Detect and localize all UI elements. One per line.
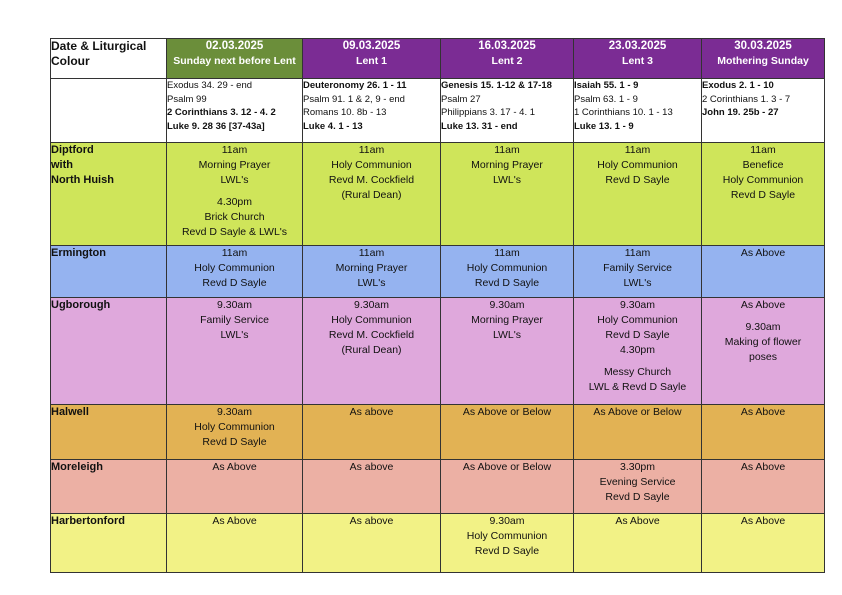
service-line: As Above <box>740 461 786 473</box>
parish-name <box>51 246 167 298</box>
service-line: Revd D Sayle <box>605 174 670 186</box>
reading-line: Isaiah 55. 1 - 9 <box>574 80 639 91</box>
service-line: Revd D Sayle <box>605 491 670 503</box>
sunday-name: Mothering Sunday <box>717 55 809 67</box>
parish-name-line: Diptford <box>51 144 94 156</box>
service-line: Revd D Sayle <box>605 329 670 341</box>
service-cell <box>167 143 303 246</box>
service-line: Brick Church <box>204 211 265 223</box>
service-line: 9.30am <box>489 515 525 527</box>
parish-name <box>51 298 167 405</box>
parish-name <box>51 514 167 573</box>
service-cell <box>303 514 441 573</box>
service-line: Morning Prayer <box>471 314 543 326</box>
service-line: Holy Communion <box>466 262 548 274</box>
service-line: 11am <box>750 144 776 156</box>
service-cell <box>441 405 574 460</box>
parish-name-line: with <box>51 159 73 171</box>
service-line: 11am <box>221 144 248 156</box>
service-line: 9.30am <box>353 299 390 311</box>
service-line: Holy Communion <box>722 174 804 186</box>
reading-line: Luke 9. 28 36 [37-43a] <box>167 120 265 132</box>
service-line: As Above <box>212 515 257 527</box>
service-line: Family Service <box>200 314 269 326</box>
service-line: As Above <box>740 406 786 418</box>
readings-cell <box>303 79 441 143</box>
service-line: As Above <box>615 515 660 527</box>
service-date: 09.03.2025 <box>342 40 401 52</box>
service-cell <box>702 514 825 573</box>
service-line: 11am <box>221 247 248 259</box>
service-line: Morning Prayer <box>335 262 408 274</box>
service-line: 11am <box>624 247 651 259</box>
service-line: 9.30am <box>619 299 656 311</box>
reading-line: Romans 10. 8b - 13 <box>303 107 387 118</box>
service-line: Revd D Sayle & LWL's <box>181 226 288 238</box>
parish-name <box>51 143 167 246</box>
parish-row <box>51 514 825 573</box>
service-cell <box>574 246 702 298</box>
service-line: Holy Communion <box>331 314 412 326</box>
service-line: LWL's <box>220 174 249 186</box>
service-line: As above <box>349 406 394 418</box>
readings-row <box>51 79 825 143</box>
service-line: Revd D Sayle <box>202 277 267 289</box>
corner-label <box>51 39 167 79</box>
service-cell <box>441 246 574 298</box>
service-date: 30.03.2025 <box>734 40 792 52</box>
service-date: 23.03.2025 <box>608 40 667 52</box>
service-line: 11am <box>358 144 385 156</box>
block-spacer <box>167 188 302 195</box>
parish-row <box>51 246 825 298</box>
reading-line: Exodus 2. 1 - 10 <box>702 80 774 91</box>
service-line: Holy Communion <box>194 262 275 274</box>
parish-name-line: Harbertonford <box>51 515 125 527</box>
service-line: Holy Communion <box>597 159 678 171</box>
sunday-name: Lent 1 <box>356 55 387 67</box>
service-cell <box>574 405 702 460</box>
parish-row <box>51 298 825 405</box>
reading-line: John 19. 25b - 27 <box>702 107 779 118</box>
service-cell <box>303 246 441 298</box>
reading-line: Luke 13. 31 - end <box>441 120 518 132</box>
corner-label-line: Colour <box>51 54 90 68</box>
service-line: Holy Communion <box>194 421 275 433</box>
reading-line: 2 Corinthians 1. 3 - 7 <box>702 93 791 105</box>
parish-name-line: North Huish <box>51 174 114 186</box>
date-header-cell <box>441 39 574 79</box>
service-cell <box>702 298 825 405</box>
service-cell <box>441 143 574 246</box>
service-line: Evening Service <box>599 476 676 488</box>
reading-line: Psalm 99 <box>167 93 207 105</box>
date-header-cell <box>702 39 825 79</box>
service-line: Benefice <box>742 159 784 171</box>
sunday-name: Lent 3 <box>622 55 653 67</box>
service-line: (Rural Dean) <box>341 344 402 356</box>
service-cell <box>574 460 702 514</box>
service-line: 11am <box>624 144 651 156</box>
date-header-cell <box>167 39 303 79</box>
date-header-cell <box>303 39 441 79</box>
service-cell <box>574 514 702 573</box>
service-line: 9.30am <box>216 299 253 311</box>
parish-name <box>51 460 167 514</box>
service-line: 11am <box>358 247 385 259</box>
service-line: Holy Communion <box>597 314 678 326</box>
header-row <box>51 39 825 79</box>
reading-line: 1 Corinthians 10. 1 - 13 <box>574 107 673 118</box>
service-cell <box>167 460 303 514</box>
service-line: LWL's <box>357 277 386 289</box>
service-line: 11am <box>494 144 520 156</box>
service-cell <box>441 514 574 573</box>
service-line: Revd M. Cockfield <box>328 329 415 341</box>
readings-row-label <box>51 79 167 143</box>
readings-cell <box>441 79 574 143</box>
service-line: LWL's <box>623 277 652 289</box>
service-line: Morning Prayer <box>198 159 271 171</box>
service-cell <box>167 246 303 298</box>
service-line: As Above <box>212 461 257 473</box>
service-line: LWL's <box>220 329 249 341</box>
parish-name-line: Ugborough <box>51 299 111 311</box>
service-cell <box>167 514 303 573</box>
service-line: Revd D Sayle <box>474 277 540 289</box>
service-line: 9.30am <box>216 406 253 418</box>
service-cell <box>702 460 825 514</box>
reading-line: Luke 13. 1 - 9 <box>574 120 634 132</box>
parish-name-line: Ermington <box>51 247 106 259</box>
service-line: Morning Prayer <box>471 159 543 171</box>
reading-line: Exodus 34. 29 - end <box>167 80 253 91</box>
corner-label-line: Date & Liturgical <box>51 39 147 53</box>
reading-line: Deuteronomy 26. 1 - 11 <box>303 80 407 91</box>
block-spacer <box>574 358 701 365</box>
service-line: 4.30pm <box>619 344 656 356</box>
service-cell <box>303 143 441 246</box>
service-cell <box>167 405 303 460</box>
service-line: Messy Church <box>603 366 672 378</box>
reading-line: Philippians 3. 17 - 4. 1 <box>441 107 536 118</box>
service-line: As Above <box>740 515 786 527</box>
sunday-name: Sunday next before Lent <box>173 55 296 67</box>
service-line: Revd D Sayle <box>730 189 796 201</box>
service-line: poses <box>748 351 778 363</box>
service-line: As Above <box>740 247 786 259</box>
reading-line: Psalm 91. 1 & 2, 9 - end <box>303 93 405 105</box>
parish-name-line: Halwell <box>51 406 89 418</box>
sunday-name: Lent 2 <box>491 55 523 67</box>
block-spacer <box>702 313 824 320</box>
service-cell <box>574 143 702 246</box>
service-cell <box>441 298 574 405</box>
service-line: LWL & Revd D Sayle <box>588 381 687 393</box>
service-line: Making of flower <box>724 336 802 348</box>
readings-cell <box>702 79 825 143</box>
service-line: Holy Communion <box>331 159 412 171</box>
service-cell <box>167 298 303 405</box>
service-cell <box>574 298 702 405</box>
service-line: 9.30am <box>745 321 781 333</box>
service-rota-table <box>50 38 825 573</box>
service-line: 9.30am <box>489 299 525 311</box>
service-line: 11am <box>494 247 520 259</box>
service-line: LWL's <box>492 329 522 341</box>
service-line: As Above or Below <box>462 406 552 418</box>
service-date: 02.03.2025 <box>205 40 264 52</box>
service-line: As Above <box>740 299 786 311</box>
readings-cell <box>167 79 303 143</box>
service-line: Revd D Sayle <box>202 436 267 448</box>
service-line: As above <box>349 461 394 473</box>
service-cell <box>702 405 825 460</box>
parish-row <box>51 460 825 514</box>
service-line: LWL's <box>492 174 522 186</box>
reading-line: Genesis 15. 1-12 & 17-18 <box>441 80 552 91</box>
parish-row <box>51 405 825 460</box>
service-date: 16.03.2025 <box>478 40 536 52</box>
service-cell <box>702 143 825 246</box>
service-cell <box>303 298 441 405</box>
reading-line: Psalm 63. 1 - 9 <box>574 93 638 105</box>
service-cell <box>303 460 441 514</box>
service-line: As Above or Below <box>462 461 552 473</box>
service-line: 3.30pm <box>619 461 656 473</box>
parish-row <box>51 143 825 246</box>
reading-line: 2 Corinthians 3. 12 - 4. 2 <box>167 107 276 118</box>
service-line: (Rural Dean) <box>341 189 402 201</box>
reading-line: Luke 4. 1 - 13 <box>303 120 363 132</box>
service-cell <box>303 405 441 460</box>
service-line: Revd D Sayle <box>474 545 540 557</box>
readings-cell <box>574 79 702 143</box>
date-header-cell <box>574 39 702 79</box>
service-cell <box>702 246 825 298</box>
reading-line: Psalm 27 <box>441 93 481 105</box>
service-cell <box>441 460 574 514</box>
service-line: As Above or Below <box>593 406 682 418</box>
service-line: As above <box>349 515 394 527</box>
service-line: Revd M. Cockfield <box>328 174 415 186</box>
parish-name-line: Moreleigh <box>51 461 103 473</box>
parish-name <box>51 405 167 460</box>
service-line: Family Service <box>603 262 672 274</box>
service-line: Holy Communion <box>466 530 548 542</box>
service-line: 4.30pm <box>216 196 253 208</box>
